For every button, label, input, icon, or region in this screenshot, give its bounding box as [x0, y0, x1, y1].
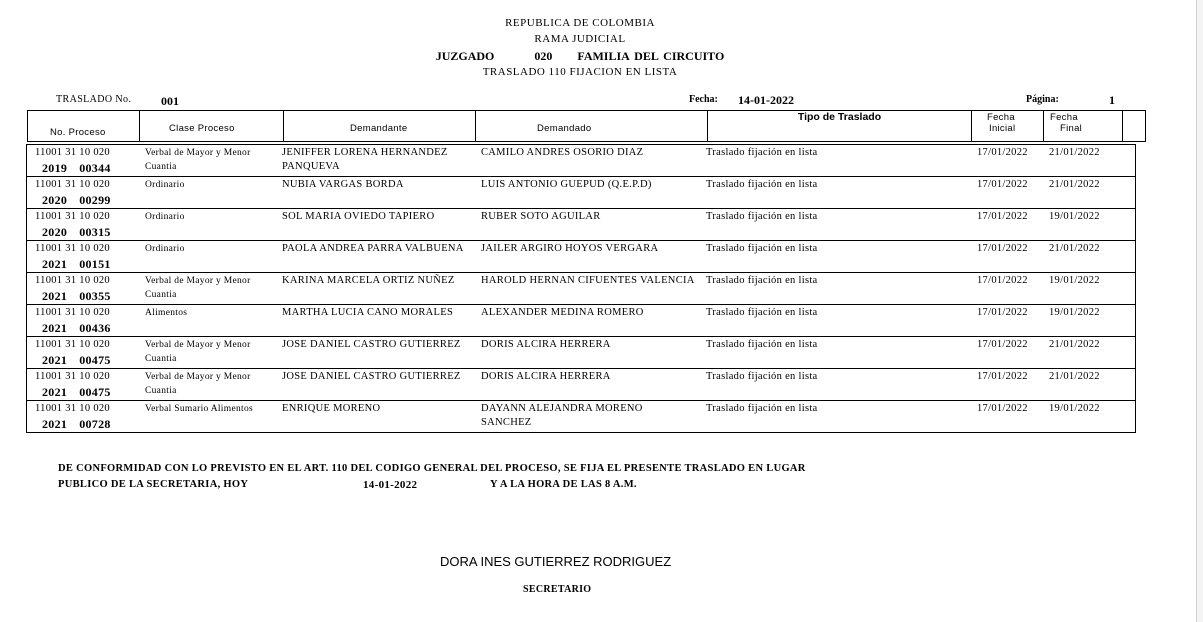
juzgado-number: 020 [534, 49, 553, 63]
proceso-number [42, 225, 123, 239]
proceso-numero: 00151 [79, 257, 111, 271]
proceso-anio: 2020 [42, 225, 68, 239]
proceso-anio: 2020 [42, 193, 68, 207]
demandado: RUBER SOTO AGUILAR [481, 211, 601, 222]
table-row [27, 273, 1135, 305]
fecha-final: 21/01/2022 [1049, 147, 1100, 158]
col-fecha-inicial [972, 111, 1044, 141]
proceso-number [42, 289, 123, 303]
header-juzgado [0, 49, 1160, 64]
proceso-numero: 00436 [79, 321, 111, 335]
proceso-anio: 2021 [42, 257, 68, 271]
col-clase [140, 111, 284, 141]
tipo-traslado: Traslado fijación en lista [706, 243, 818, 254]
fecha-final: 21/01/2022 [1049, 179, 1100, 190]
traslado-number: 001 [161, 94, 179, 108]
table-row [27, 241, 1135, 273]
proceso-number [42, 321, 123, 335]
clase-proceso: Ordinario [145, 180, 185, 190]
tipo-traslado: Traslado fijación en lista [706, 307, 818, 318]
vertical-scrollbar[interactable] [1196, 0, 1203, 622]
tipo-traslado: Traslado fijación en lista [706, 211, 818, 222]
proceso-number [42, 193, 123, 207]
clase-proceso: Verbal Sumario Alimentos [145, 404, 253, 414]
demandado: LUIS ANTONIO GUEPUD (Q.E.P.D) [481, 179, 652, 190]
col-demandante-label: Demandante [350, 123, 408, 134]
proceso-anio: 2021 [42, 417, 68, 431]
clase-proceso: Verbal de Mayor y Menor Cuantia [145, 148, 251, 172]
demandado: DAYANN ALEJANDRA MORENO SANCHEZ [481, 403, 643, 428]
fecha-inicial: 17/01/2022 [977, 403, 1028, 414]
tipo-traslado: Traslado fijación en lista [706, 275, 818, 286]
proceso-numero: 00299 [79, 193, 111, 207]
demandado: ALEXANDER MEDINA ROMERO [481, 307, 644, 318]
col-fecha-inicial-l1: Fecha [987, 112, 1015, 123]
fecha-inicial: 17/01/2022 [977, 211, 1028, 222]
demandante: JENIFFER LORENA HERNANDEZ PANQUEVA [282, 147, 448, 172]
radicado: 11001 31 10 020 [35, 275, 110, 286]
header-traslado-title: TRASLADO 110 FIJACION EN LISTA [482, 66, 678, 78]
clase-proceso: Verbal de Mayor y Menor Cuantia [145, 276, 251, 300]
col-demandado-label: Demandado [537, 123, 592, 134]
col-fecha-inicial-l2: Inicial [989, 123, 1016, 134]
col-proceso [28, 111, 140, 141]
fecha-inicial: 17/01/2022 [977, 243, 1028, 254]
clase-proceso: Verbal de Mayor y Menor Cuantia [145, 340, 251, 364]
radicado: 11001 31 10 020 [35, 307, 110, 318]
demandado: HAROLD HERNAN CIFUENTES VALENCIA [481, 275, 695, 286]
tipo-traslado: Traslado fijación en lista [706, 147, 818, 158]
proceso-number [42, 353, 123, 367]
column-header [27, 110, 1146, 142]
demandante: ENRIQUE MORENO [282, 403, 381, 414]
footer-publico: PUBLICO DE LA SECRETARIA, HOY [58, 479, 249, 490]
footer-date: 14-01-2022 [363, 479, 418, 491]
radicado: 11001 31 10 020 [35, 211, 110, 222]
demandado: JAILER ARGIRO HOYOS VERGARA [481, 243, 659, 254]
demandante: JOSE DANIEL CASTRO GUTIERREZ [282, 371, 461, 382]
proceso-numero: 00475 [79, 385, 111, 399]
fecha-final: 19/01/2022 [1049, 211, 1100, 222]
clase-proceso: Ordinario [145, 212, 185, 222]
clase-proceso: Alimentos [145, 308, 188, 318]
demandante: MARTHA LUCIA CANO MORALES [282, 307, 454, 318]
proceso-numero: 00355 [79, 289, 111, 303]
demandante: KARINA MARCELA ORTIZ NUÑEZ [282, 275, 455, 286]
tipo-traslado: Traslado fijación en lista [706, 403, 818, 414]
table-row [27, 401, 1135, 433]
demandado: DORIS ALCIRA HERRERA [481, 371, 611, 382]
proceso-number [42, 417, 123, 431]
col-fecha-final-l1: Fecha [1050, 112, 1078, 123]
fecha-final: 19/01/2022 [1049, 307, 1100, 318]
fecha-label: Fecha: [689, 94, 718, 105]
signer-role: SECRETARIO [523, 584, 592, 595]
table-row [27, 305, 1135, 337]
pagina-value: 1 [1109, 93, 1115, 107]
table-row [27, 369, 1135, 401]
col-fecha-final [1044, 111, 1123, 141]
col-proceso-label: No. Proceso [50, 127, 106, 138]
proceso-number [42, 257, 123, 271]
proceso-number [42, 161, 123, 175]
fecha-inicial: 17/01/2022 [977, 147, 1028, 158]
proceso-anio: 2019 [42, 161, 68, 175]
footer-hora: Y A LA HORA DE LAS 8 A.M. [490, 479, 637, 490]
table-row [27, 145, 1135, 177]
radicado: 11001 31 10 020 [35, 403, 110, 414]
col-tipo [708, 111, 972, 141]
fecha-inicial: 17/01/2022 [977, 275, 1028, 286]
demandante: PAOLA ANDREA PARRA VALBUENA [282, 243, 464, 254]
proceso-anio: 2021 [42, 289, 68, 303]
demandante: NUBIA VARGAS BORDA [282, 179, 404, 190]
juzgado-label: JUZGADO [435, 49, 495, 63]
fecha-final: 21/01/2022 [1049, 339, 1100, 350]
footer-statement: DE CONFORMIDAD CON LO PREVISTO EN EL ART. 110 DEL CODIGO GENERAL DEL PROCESO, SE FIJA EL PRESENTE TRASLADO EN LUGAR [58, 463, 806, 474]
proceso-anio: 2021 [42, 385, 68, 399]
proceso-anio: 2021 [42, 353, 68, 367]
table-row [27, 337, 1135, 369]
proceso-numero: 00475 [79, 353, 111, 367]
signer-name: DORA INES GUTIERREZ RODRIGUEZ [440, 554, 672, 569]
fecha-final: 21/01/2022 [1049, 243, 1100, 254]
demandante: JOSE DANIEL CASTRO GUTIERREZ [282, 339, 461, 350]
clase-proceso: Verbal de Mayor y Menor Cuantia [145, 372, 251, 396]
demandado: CAMILO ANDRES OSORIO DIAZ [481, 147, 644, 158]
tipo-traslado: Traslado fijación en lista [706, 339, 818, 350]
pagina-label: Página: [1026, 94, 1059, 105]
fecha-value: 14-01-2022 [738, 93, 794, 107]
juzgado-name: FAMILIA DEL CIRCUITO [577, 49, 725, 63]
fecha-inicial: 17/01/2022 [977, 179, 1028, 190]
col-demandante [284, 111, 476, 141]
header-rama: RAMA JUDICIAL [534, 33, 626, 45]
radicado: 11001 31 10 020 [35, 147, 110, 158]
tipo-traslado: Traslado fijación en lista [706, 371, 818, 382]
radicado: 11001 31 10 020 [35, 371, 110, 382]
demandado: DORIS ALCIRA HERRERA [481, 339, 611, 350]
radicado: 11001 31 10 020 [35, 339, 110, 350]
fecha-inicial: 17/01/2022 [977, 307, 1028, 318]
fecha-inicial: 17/01/2022 [977, 339, 1028, 350]
fecha-final: 21/01/2022 [1049, 371, 1100, 382]
demandante: SOL MARIA OVIEDO TAPIERO [282, 211, 435, 222]
proceso-numero: 00728 [79, 417, 111, 431]
col-tipo-label: Tipo de Traslado [797, 111, 882, 123]
table-row [27, 209, 1135, 241]
table-row [27, 177, 1135, 209]
header-republica: REPUBLICA DE COLOMBIA [505, 17, 655, 29]
col-clase-label: Clase Proceso [169, 123, 235, 134]
radicado: 11001 31 10 020 [35, 179, 110, 190]
tipo-traslado: Traslado fijación en lista [706, 179, 818, 190]
proceso-number [42, 385, 123, 399]
proceso-numero: 00344 [79, 161, 111, 175]
traslado-table [26, 144, 1136, 433]
col-demandado [476, 111, 708, 141]
col-fecha-final-l2: Final [1060, 123, 1083, 134]
proceso-anio: 2021 [42, 321, 68, 335]
radicado: 11001 31 10 020 [35, 243, 110, 254]
clase-proceso: Ordinario [145, 244, 185, 254]
fecha-inicial: 17/01/2022 [977, 371, 1028, 382]
proceso-numero: 00315 [79, 225, 111, 239]
fecha-final: 19/01/2022 [1049, 403, 1100, 414]
traslado-label: TRASLADO No. [56, 94, 132, 105]
fecha-final: 19/01/2022 [1049, 275, 1100, 286]
